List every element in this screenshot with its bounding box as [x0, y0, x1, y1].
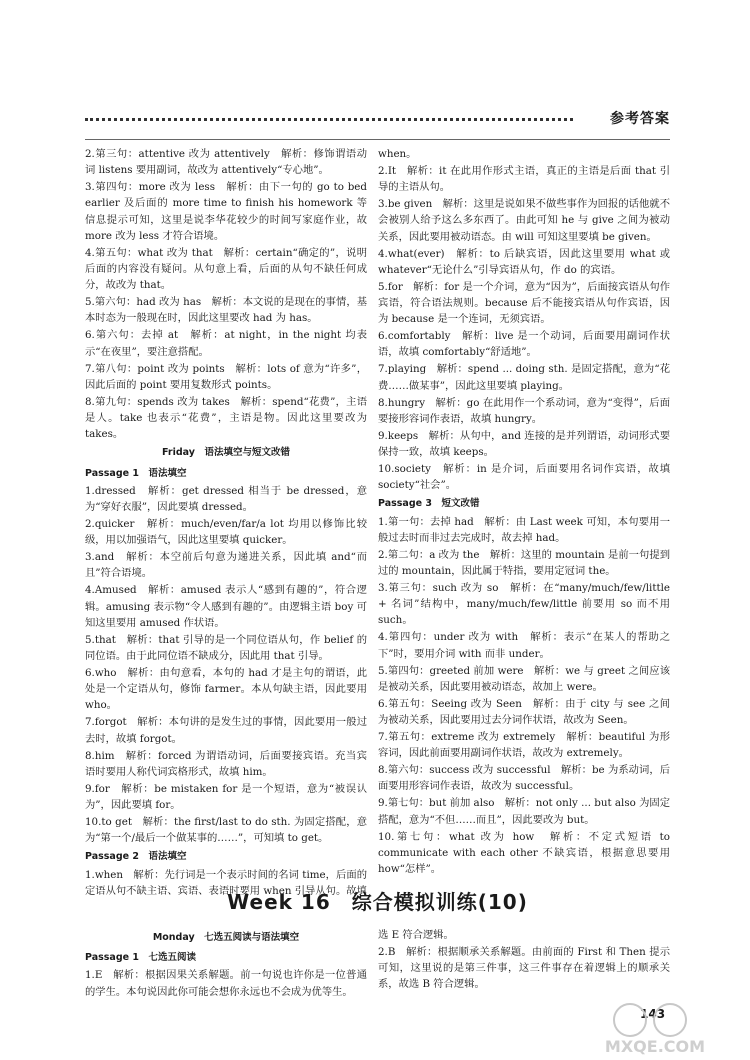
answer-paragraph: 10.to get 解析：the first/last to do sth. 为固定搭配，意为“第一个/最后一个做某事的……”，可知填 to get。 — [85, 816, 367, 845]
section-heading: Friday 语法填空与短文改错 — [162, 447, 290, 459]
section-heading: Passage 2 语法填空 — [85, 851, 187, 863]
answer-paragraph: 6.comfortably 解析：live 是一个动词，后面要用副词作状语，故填 comfortably“舒适地”。 — [378, 330, 670, 359]
bottom-right-column — [378, 927, 670, 993]
answer-paragraph: 8.hungry 解析：go 在此用作一个系动词，意为“变得”，后面要接形容词作表语，故填 hungry。 — [378, 396, 670, 425]
answer-paragraph: 5.for 解析：for 是一个介词，意为“因为”，后面接宾语从句作宾语，符合语法规则。because 后不能接宾语从句作宾语，因为 because 是一个连词，无须宾语。 — [378, 280, 670, 326]
answer-paragraph: 3.be given 解析：这里是说如果不做些事作为回报的话他就不会被别人给予这么多东西了。由此可知 he 与 give 之间为被动关系，因此要用被动语态。由 will 可知这里要填 be given。 — [378, 198, 670, 243]
answer-paragraph: 5.第四句：greeted 前加 were 解析：we 与 greet 之间应该是被动关系，因此要用被动语态，故加上 were。 — [378, 664, 670, 693]
answer-paragraph: 9.for 解析：be mistaken for 是一个短语，意为“被误认为”，因此要填 for。 — [85, 782, 367, 812]
answer-paragraph: 7.playing 解析：spend ... doing sth. 是固定搭配，意为“花费……做某事”，因此这里要填 playing。 — [378, 363, 670, 392]
answer-paragraph: 8.第六句：success 改为 successful 解析：be 为系动词，后面要用形容词作表语，故改为 successful。 — [378, 764, 670, 793]
answer-paragraph: 4.第五句：what 改为 that 解析：certain“确定的”，说明后面的内容没有疑问。从句意上看，后面的从句不缺任何成分，故改为 that。 — [85, 246, 367, 292]
left-column — [85, 146, 367, 900]
answer-paragraph: 4.what(ever) 解析：to 后缺宾语，因此这里要用 what 或 whatever“无论什么”引导宾语从句，作 do 的宾语。 — [378, 247, 670, 276]
week-title: Week 16 综合模拟训练(10) — [227, 890, 528, 914]
answer-paragraph: 6.第五句：Seeing 改为 Seen 解析：由于 city 与 see 之间为被动关系，因此要用过去分词作状语，故改为 Seen。 — [378, 697, 670, 727]
page-number: 143 — [640, 1007, 666, 1021]
answer-paragraph: 1.第一句：去掉 had 解析：由 Last week 可知，本句要用一般过去时而非过去完成时，故去掉 had。 — [378, 515, 670, 544]
answer-paragraph: 6.第六句：去掉 at 解析：at night，in the night 均表示“在夜里”，要注意搭配。 — [85, 329, 367, 358]
header-rule — [85, 139, 670, 140]
answer-paragraph: when。 — [378, 148, 417, 160]
answer-paragraph: 1.E 解析：根据因果关系解题。前一句说也许你是一位普通的学生。本句说因此你可能会想你永远也不会成为优等生。 — [85, 969, 367, 998]
answer-paragraph: 10.society 解析：in 是介词，后面要用名词作宾语，故填 society“社会”。 — [378, 463, 670, 492]
answer-paragraph: 9.keeps 解析：从句中，and 连接的是并列谓语，动词形式要保持一致，故填 keeps。 — [378, 429, 670, 459]
answer-paragraph: 选 E 符合逻辑。 — [378, 929, 454, 941]
answer-paragraph: 6.who 解析：由句意看，本句的 had 才是主句的谓语，此处是一个定语从句，修饰 farmer。本从句缺主语，因此要用 who。 — [85, 667, 367, 712]
answer-paragraph: 7.第八句：point 改为 points 解析：lots of 意为“许多”，因此后面的 point 要用复数形式 points。 — [85, 362, 367, 391]
answer-paragraph: 2.B 解析：根据顺承关系解题。由前面的 First 和 Then 提示可知，这里说的是第三件事，这三件事存在着逻辑上的顺承关系，故选 B 符合逻辑。 — [378, 946, 670, 991]
answer-paragraph: 5.第六句：had 改为 has 解析：本文说的是现在的事情，基本时态为一般现在时，因此这里要改 had 为 has。 — [85, 296, 367, 325]
header-title: 参考答案 — [610, 111, 670, 127]
answer-paragraph: 9.第七句：but 前加 also 解析：not only ... but also 为固定搭配，意为“不但……而且”，因此要改为 but。 — [378, 797, 670, 826]
answer-paragraph: 1.when 解析：先行词是一个表示时间的名词 time，后面的定语从句不缺主语、宾语、表语时要用 when 引导从句。故填 — [85, 868, 367, 897]
answer-paragraph: 1.dressed 解析：get dressed 相当于 be dressed，意为“穿好衣服”，因此要填 dressed。 — [85, 484, 367, 514]
answer-paragraph: 4.Amused 解析：amused 表示人“感到有趣的”，符合逻辑。amusing 表示物“令人感到有趣的”。由逻辑主语 boy 可知这里要用 amused 作状语。 — [85, 584, 367, 629]
answer-paragraph: 5.that 解析：that 引导的是一个同位语从句，作 belief 的同位语。由于此同位语不缺成分，因此用 that 引导。 — [85, 633, 367, 663]
svg-text:MXQE.COM: MXQE.COM — [604, 1037, 706, 1056]
dotted-leader — [85, 118, 573, 121]
section-heading: Passage 1 语法填空 — [85, 467, 187, 479]
section-heading: Passage 3 短文改错 — [378, 498, 480, 510]
right-column — [378, 146, 670, 878]
section-heading: Monday 七选五阅读与语法填空 — [152, 932, 300, 943]
answer-paragraph: 3.第四句：more 改为 less 解析：由下一句的 go to bed earlier 及后面的 more time to finish his homework 等信息提示可知，这里是说李华花较少的时间写家庭作业，故 more 改为 less 才符合语境。 — [85, 181, 367, 242]
answer-paragraph: 2.It 解析：it 在此用作形式主语，真正的主语是后面 that 引导的主语从句。 — [378, 165, 670, 194]
answer-paragraph: 10.第七句：what 改为 how 解析：不定式短语 to communicate with each other 不缺宾语，根据意思要用 how“怎样”。 — [378, 830, 670, 876]
bottom-left-column — [85, 927, 367, 1001]
answer-paragraph: 3.第三句：such 改为 so 解析：在“many/much/few/little + 名词”结构中，many/much/few/little 前要用 so 而不用 such。 — [378, 582, 670, 627]
section-heading: Passage 1 七选五阅读 — [85, 952, 196, 964]
answer-paragraph: 2.第二句：a 改为 the 解析：这里的 mountain 是前一句提到过的 mountain，因此属于特指，要用定冠词 the。 — [378, 548, 670, 578]
answer-paragraph: 2.quicker 解析：much/even/far/a lot 均用以修饰比较级，用以加强语气，因此这里要填 quicker。 — [85, 518, 367, 547]
answer-paragraph: 7.第五句：extreme 改为 extremely 解析：beautiful 为形容词，因此前面要用副词作状语，故改为 extremely。 — [378, 731, 670, 760]
answer-paragraph: 3.and 解析：本空前后句意为递进关系，因此填 and“而且”符合语境。 — [85, 551, 367, 580]
answer-paragraph: 8.him 解析：forced 为谓语动词，后面要接宾语。充当宾语时要用人称代词宾格形式，故填 him。 — [85, 749, 367, 778]
answer-paragraph: 7.forgot 解析：本句讲的是发生过的事情，因此要用一般过去时，故填 forgot。 — [85, 716, 367, 745]
answer-paragraph: 8.第九句：spends 改为 takes 解析：spend“花费”，主语是人。take 也表示“花费”，主语是物。因此这里要改为 takes。 — [85, 395, 367, 441]
page-header — [85, 108, 670, 132]
watermark-logo — [570, 1000, 740, 1058]
answer-paragraph: 4.第四句：under 改为 with 解析：表示“在某人的帮助之下”时，要用介词 with 而非 under。 — [378, 631, 670, 660]
answer-paragraph: 2.第三句：attentive 改为 attentively 解析：修饰谓语动词 listens 要用副词，故改为 attentively“专心地”。 — [85, 148, 367, 177]
